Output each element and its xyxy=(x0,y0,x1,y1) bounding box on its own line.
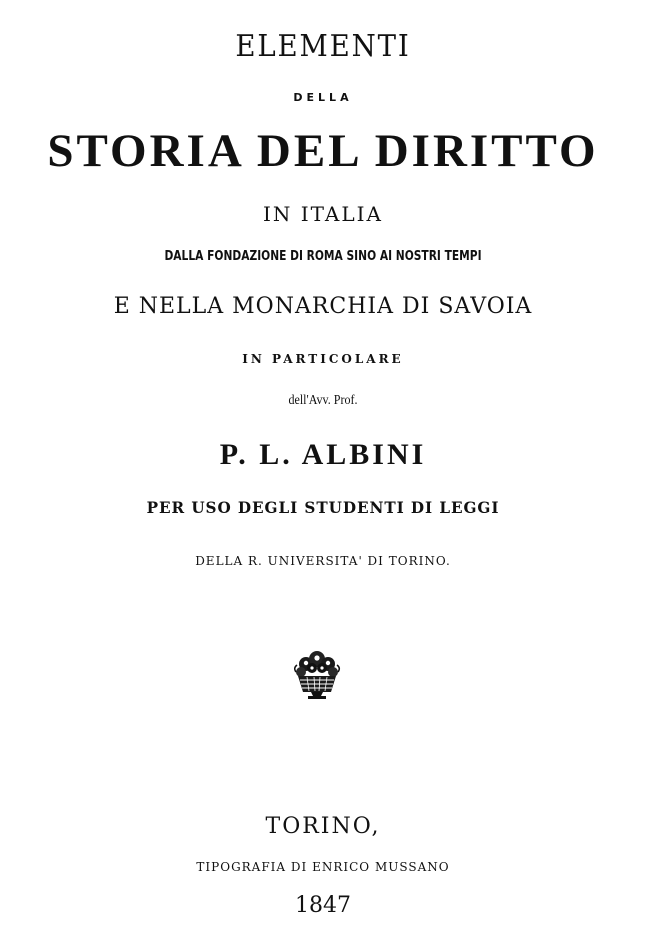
imprint-year: 1847 xyxy=(295,893,351,918)
title-dalla-fondazione: DALLA FONDAZIONE DI ROMA SINO AI NOSTRI TEMPI xyxy=(164,249,482,264)
title-in-italia: IN ITALIA xyxy=(263,202,383,226)
title-monarchia: E NELLA MONARCHIA DI SAVOIA xyxy=(113,294,533,319)
university-line: DELLA R. UNIVERSITA' DI TORINO. xyxy=(195,554,451,568)
flower-basket-icon xyxy=(290,650,344,702)
title-in-particolare: IN PARTICOLARE xyxy=(242,352,404,366)
subtitle-elementi: ELEMENTI xyxy=(235,29,411,64)
author-prefix: dell'Avv. Prof. xyxy=(288,393,358,408)
author-name: P. L. ALBINI xyxy=(219,438,427,471)
main-title: STORIA DEL DIRITTO xyxy=(47,125,599,177)
audience-line: PER USO DEGLI STUDENTI DI LEGGI xyxy=(146,498,500,517)
imprint-city: TORINO, xyxy=(265,814,381,839)
imprint-printer: TIPOGRAFIA DI ENRICO MUSSANO xyxy=(196,860,450,874)
connector-della: DELLA xyxy=(293,91,353,104)
